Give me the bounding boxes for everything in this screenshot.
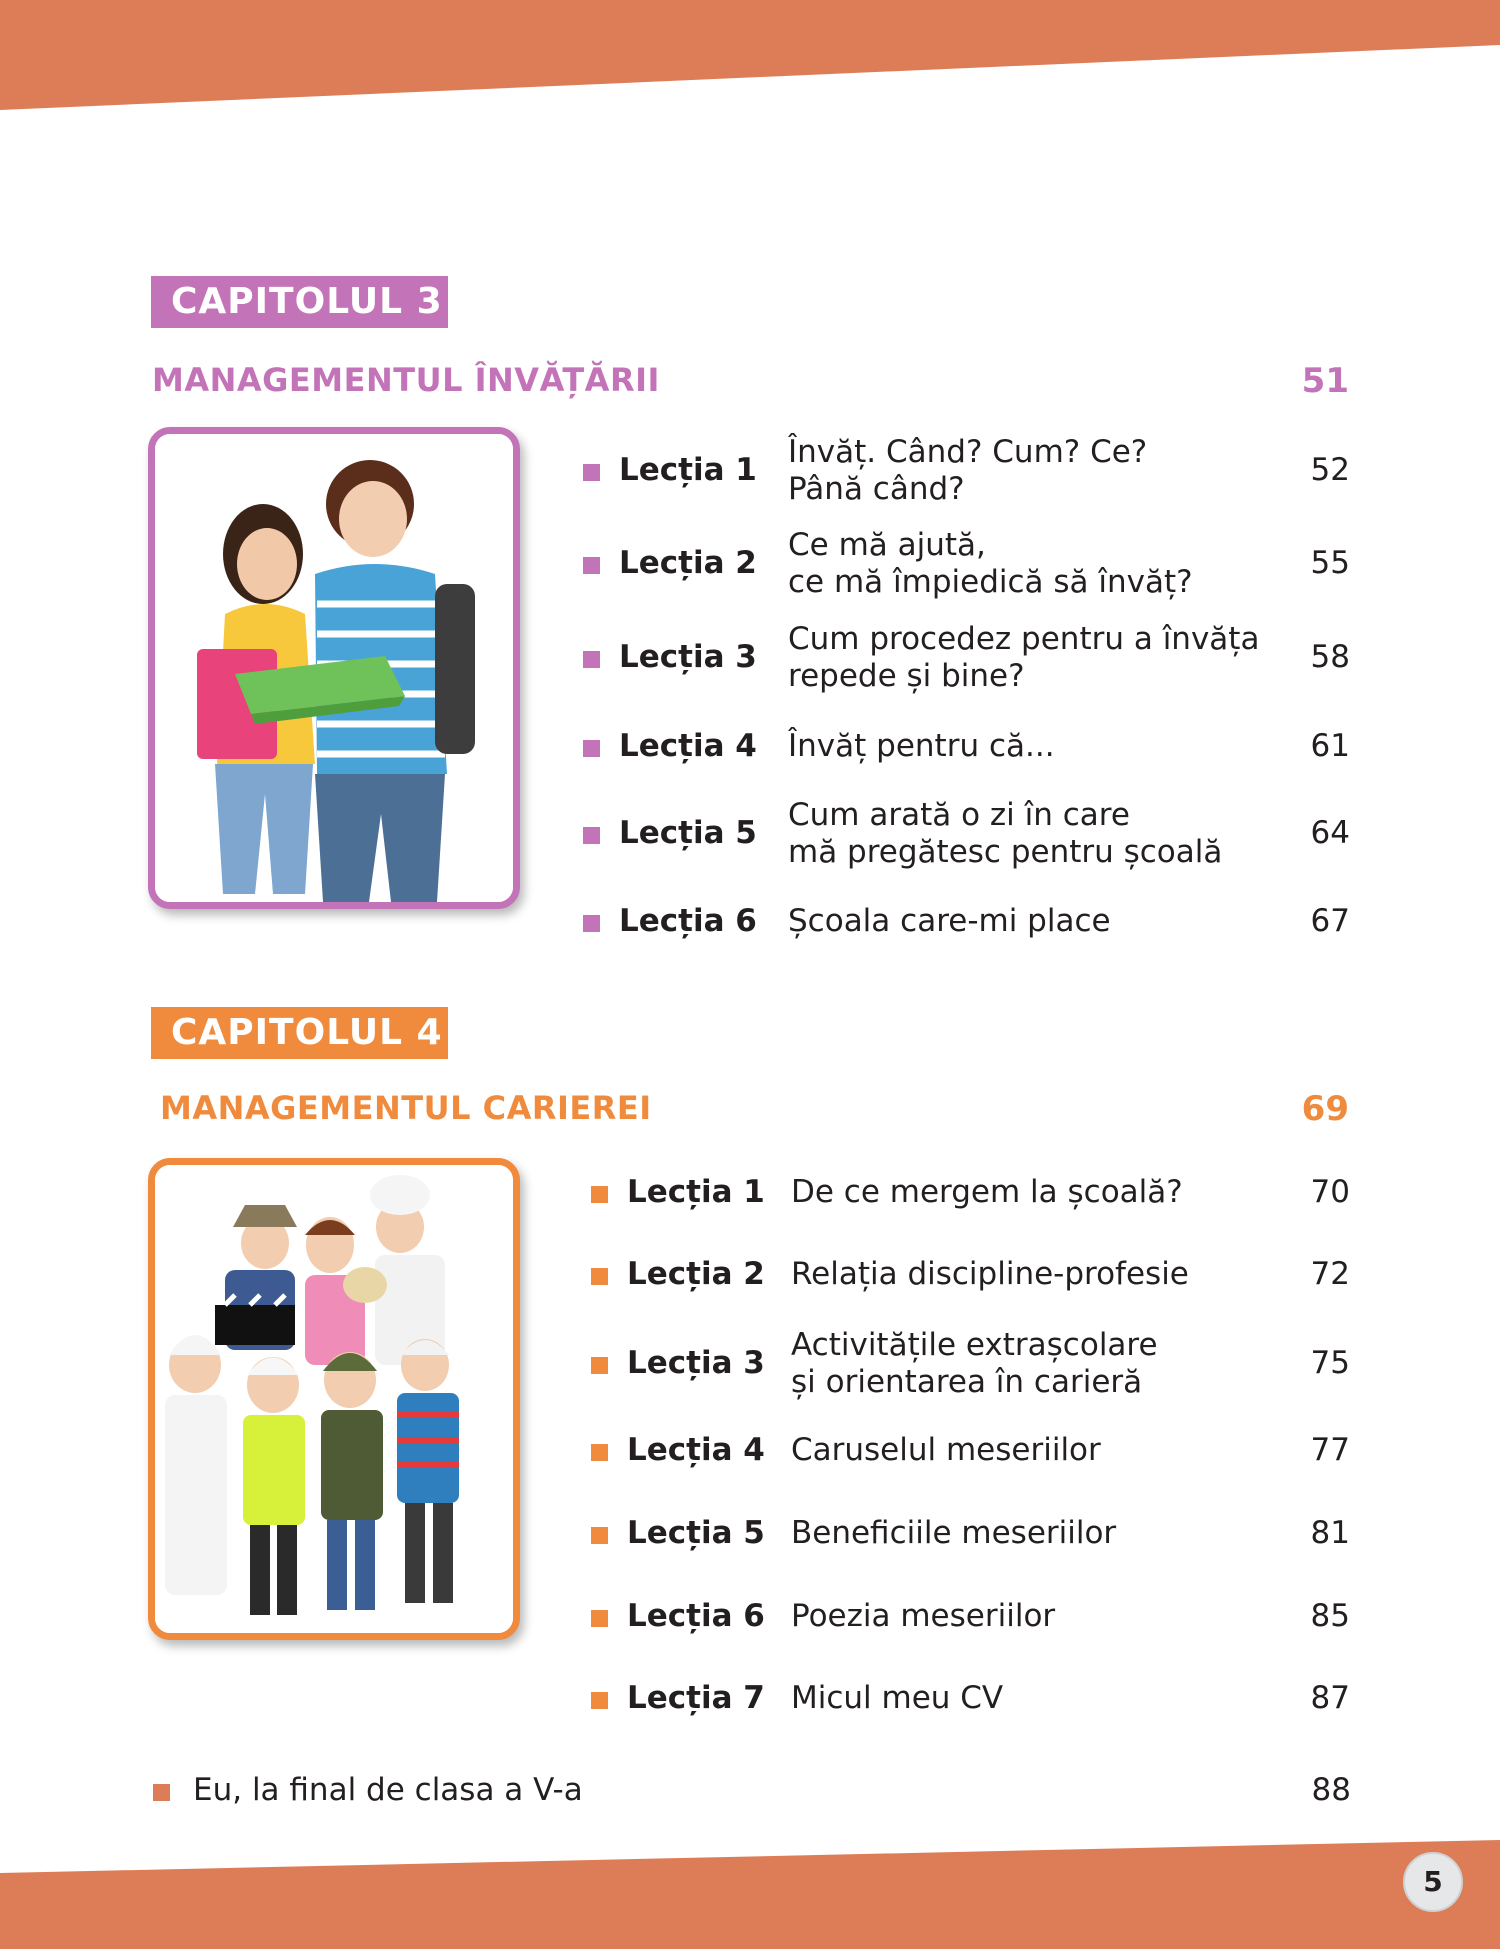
lesson-title <box>788 621 1259 695</box>
lesson-label: Lecția 5 <box>619 815 757 851</box>
lesson-title-line: Cum arată o zi în care <box>788 797 1130 833</box>
bullet-icon <box>583 557 600 574</box>
bullet-icon <box>591 1692 608 1709</box>
lesson-title-line: ce mă împiedică să învăț? <box>788 564 1193 600</box>
lesson-page-number: 61 <box>1310 728 1350 764</box>
chapter-4-lesson-2-row[interactable] <box>591 1236 1350 1316</box>
lesson-label: Lecția 1 <box>619 452 757 488</box>
lesson-title-line: Învăț pentru că... <box>788 728 1055 764</box>
lesson-title-line: repede și bine? <box>788 658 1025 694</box>
page-number-badge: 5 <box>1403 1852 1463 1912</box>
chapter-3-photo <box>148 427 520 909</box>
bullet-icon <box>153 1784 170 1801</box>
lesson-page-number: 58 <box>1310 639 1350 675</box>
lesson-title <box>788 527 1193 601</box>
chapter-3-lesson-5-row[interactable] <box>583 795 1350 875</box>
lesson-title <box>788 903 1111 940</box>
final-entry-row[interactable] <box>151 1768 1351 1818</box>
lesson-page-number: 85 <box>1310 1598 1350 1634</box>
chapter-3-lesson-4-row[interactable] <box>583 708 1350 788</box>
lesson-title-line: Ce mă ajută, <box>788 527 986 563</box>
lesson-page-number: 81 <box>1310 1515 1350 1551</box>
chapter-3-lesson-3-row[interactable] <box>583 619 1350 699</box>
chapter-4-lesson-7-row[interactable] <box>591 1660 1350 1740</box>
lesson-label: Lecția 7 <box>627 1680 765 1716</box>
lesson-title <box>788 434 1147 508</box>
lesson-title-line: Micul meu CV <box>791 1680 1004 1716</box>
lesson-page-number: 67 <box>1310 903 1350 939</box>
lesson-page-number: 77 <box>1310 1432 1350 1468</box>
chapter-4-page-number: 69 <box>1301 1089 1349 1129</box>
lesson-title <box>791 1174 1183 1211</box>
final-entry-title: Eu, la final de clasa a V-a <box>193 1772 583 1808</box>
lesson-page-number: 55 <box>1310 545 1350 581</box>
chapter-3-lesson-6-row[interactable] <box>583 883 1350 963</box>
final-entry-page-number: 88 <box>1311 1772 1351 1808</box>
top-band <box>0 0 1500 110</box>
chapter-4-lesson-1-row[interactable] <box>591 1154 1350 1234</box>
lesson-label: Lecția 2 <box>619 545 757 581</box>
lesson-title-line: Poezia meseriilor <box>791 1598 1056 1634</box>
lesson-title-line: Caruselul meseriilor <box>791 1432 1101 1468</box>
lesson-title <box>791 1327 1158 1401</box>
bullet-icon <box>583 915 600 932</box>
lesson-title-line: Cum procedez pentru a învăța <box>788 621 1260 657</box>
lesson-title-line: Relația discipline-profesie <box>791 1256 1189 1292</box>
lesson-title-line: De ce mergem la școală? <box>791 1174 1183 1210</box>
lesson-title-line: Activitățile extrașcolare <box>791 1327 1158 1363</box>
lesson-label: Lecția 4 <box>627 1432 765 1468</box>
chapter-4-photo <box>148 1158 520 1640</box>
chapter-3-page-number: 51 <box>1301 361 1349 401</box>
bullet-icon <box>591 1357 608 1374</box>
lesson-label: Lecția 3 <box>627 1345 765 1381</box>
chapter-4-lesson-6-row[interactable] <box>591 1578 1350 1658</box>
lesson-page-number: 72 <box>1310 1256 1350 1292</box>
lesson-title <box>791 1432 1101 1469</box>
bullet-icon <box>583 464 600 481</box>
bullet-icon <box>591 1527 608 1544</box>
lesson-page-number: 87 <box>1310 1680 1350 1716</box>
bullet-icon <box>583 651 600 668</box>
bullet-icon <box>591 1610 608 1627</box>
chapter-4-lesson-4-row[interactable] <box>591 1412 1350 1492</box>
lesson-label: Lecția 1 <box>627 1174 765 1210</box>
lesson-title-line: și orientarea în carieră <box>791 1364 1143 1400</box>
bullet-icon <box>583 740 600 757</box>
chapter-3-lesson-1-row[interactable] <box>583 432 1350 512</box>
lesson-title-line: mă pregătesc pentru școală <box>788 834 1223 870</box>
lesson-title-line: Școala care-mi place <box>788 903 1111 939</box>
chapter-4-title: MANAGEMENTUL CARIEREI <box>160 1089 652 1127</box>
lesson-page-number: 70 <box>1310 1174 1350 1210</box>
chapter-3-tag: CAPITOLUL 3 <box>151 276 448 328</box>
lesson-label: Lecția 4 <box>619 728 757 764</box>
lesson-title-line: Învăț. Când? Cum? Ce? <box>788 434 1148 470</box>
chapter-4-lesson-5-row[interactable] <box>591 1495 1350 1575</box>
lesson-title-line: Beneficiile meseriilor <box>791 1515 1117 1551</box>
bullet-icon <box>591 1444 608 1461</box>
lesson-title <box>788 728 1055 765</box>
lesson-title-line: Până când? <box>788 471 965 507</box>
lesson-label: Lecția 5 <box>627 1515 765 1551</box>
lesson-page-number: 52 <box>1310 452 1350 488</box>
chapter-4-tag: CAPITOLUL 4 <box>151 1007 448 1059</box>
bullet-icon <box>591 1186 608 1203</box>
lesson-title <box>788 797 1222 871</box>
lesson-page-number: 64 <box>1310 815 1350 851</box>
lesson-label: Lecția 6 <box>619 903 757 939</box>
bullet-icon <box>583 827 600 844</box>
lesson-title <box>791 1256 1189 1293</box>
chapter-3-lesson-2-row[interactable] <box>583 525 1350 605</box>
lesson-title <box>791 1515 1116 1552</box>
lesson-title <box>791 1680 1003 1717</box>
chapter-4-lesson-3-row[interactable] <box>591 1325 1350 1405</box>
lesson-page-number: 75 <box>1310 1345 1350 1381</box>
lesson-label: Lecția 6 <box>627 1598 765 1634</box>
lesson-label: Lecția 3 <box>619 639 757 675</box>
bottom-band <box>0 1840 1500 1949</box>
lesson-title <box>791 1598 1055 1635</box>
chapter-3-title: MANAGEMENTUL ÎNVĂȚĂRII <box>152 361 660 399</box>
bullet-icon <box>591 1268 608 1285</box>
lesson-label: Lecția 2 <box>627 1256 765 1292</box>
